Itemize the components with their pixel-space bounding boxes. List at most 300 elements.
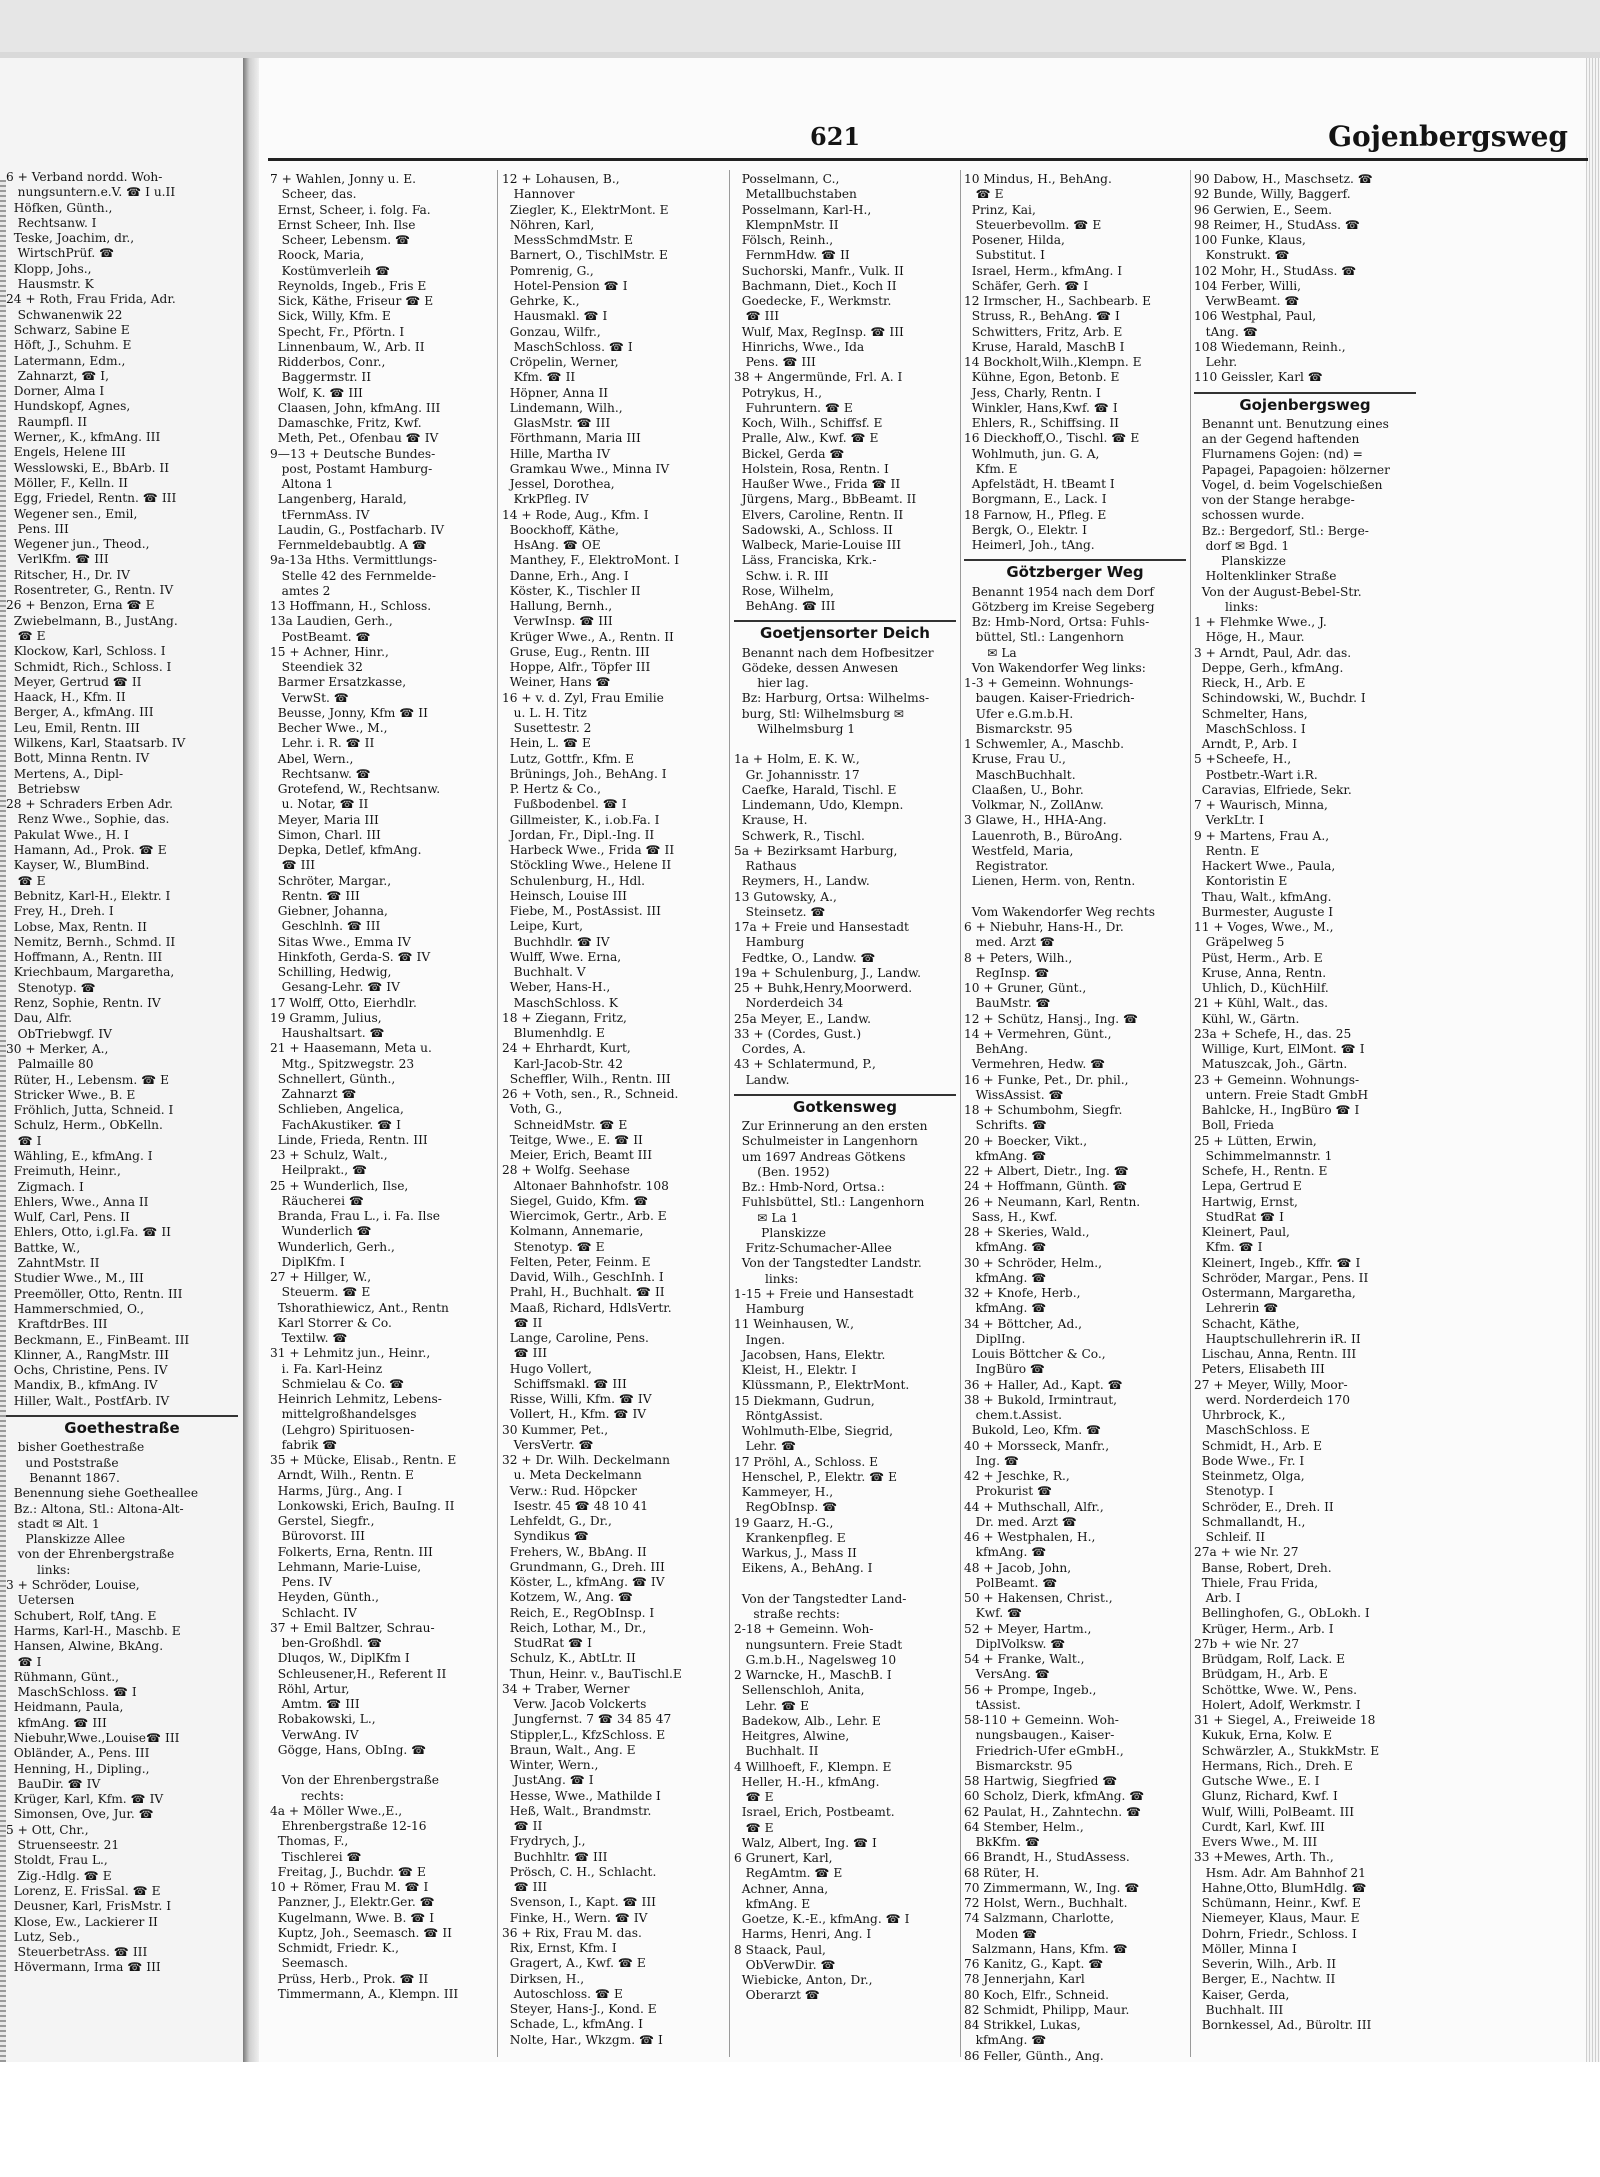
directory-entry-line: Ridderbos, Conr.,	[270, 355, 386, 369]
directory-entry-line: Risse, Willi, Kfm. ☎ IV	[502, 1392, 652, 1406]
directory-entry-line: 28 + Skeries, Wald.,	[964, 1225, 1090, 1239]
directory-entry-line: 78 Jennerjahn, Karl	[964, 1972, 1085, 1987]
directory-entry-line: Schümann, Heinr., Kwf. E	[1194, 1896, 1361, 1910]
directory-entry-line: 10 + Römer, Frau M. ☎ I	[270, 1880, 429, 1894]
directory-entry-line: Kruse, Frau U.,	[964, 752, 1066, 767]
directory-entry-line: Hesse, Wwe., Mathilde I	[502, 1788, 661, 1803]
directory-entry-line: 23 + Gemeinn. Wohnungs-	[1194, 1072, 1360, 1087]
directory-entry-line: Schmallandt, H.,	[1194, 1514, 1306, 1529]
directory-entry-line: Stöckling Wwe., Helene II	[502, 858, 672, 873]
directory-entry-line: 33 + (Cordes, Gust.)	[734, 1026, 862, 1041]
column-divider	[960, 170, 961, 2057]
directory-entry-line: Fritz-Schumacher-Allee	[734, 1241, 892, 1255]
directory-entry-line: 27a + wie Nr. 27	[1194, 1545, 1299, 1560]
directory-entry-line: Bode Wwe., Fr. I	[1194, 1453, 1305, 1468]
directory-entry-line: Hinkfoth, Gerda-S. ☎ IV	[270, 949, 431, 964]
directory-entry-line: 25 + Wunderlich, Ilse,	[270, 1178, 409, 1193]
directory-entry-line: Pralle, Alw., Kwf. ☎ E	[734, 431, 879, 446]
page-number: 621	[810, 122, 861, 151]
directory-entry-line: Brüdgam, Rolf, Lack. E	[1194, 1652, 1346, 1666]
directory-entry-line: Gillmeister, K., i.ob.Fa. I	[502, 812, 660, 827]
directory-entry-line: Wähling, E., kfmAng. I	[6, 1149, 153, 1163]
directory-entry-line: 92 Bunde, Willy, Baggerf.	[1194, 187, 1351, 202]
directory-entry-line: Schleif. II	[1194, 1530, 1266, 1544]
directory-entry-line: Heinsch, Louise III	[502, 888, 627, 903]
directory-entry-line: 35 + Mücke, Elisab., Rentn. E	[270, 1453, 457, 1467]
directory-entry-line: Pens. ☎ III	[734, 355, 816, 369]
directory-entry-line: SchneidMstr. ☎ E	[502, 1117, 628, 1132]
directory-entry-line: Kriechbaum, Margaretha,	[6, 965, 175, 980]
directory-entry-line: RöntgAssist.	[734, 1408, 823, 1423]
directory-entry-line: Prokurist ☎	[964, 1484, 1053, 1499]
directory-entry-line: Teitge, Wwe., E. ☎ II	[502, 1132, 643, 1147]
directory-entry-line: 16 Dieckhoff,O., Tischl. ☎ E	[964, 431, 1140, 446]
directory-column-4	[734, 172, 956, 2004]
directory-entry-line: DiplVolksw. ☎	[964, 1636, 1066, 1651]
directory-entry-line: 13a Laudien, Gerh.,	[270, 614, 393, 629]
directory-entry-line: Benannt 1954 nach dem Dorf	[964, 584, 1154, 599]
directory-entry-line	[734, 1577, 956, 1592]
directory-entry-line: Goedecke, F., Werkmstr.	[734, 294, 892, 308]
directory-entry-line: Schwitters, Fritz, Arb. E	[964, 324, 1123, 339]
directory-entry-line: Schw. i. R. III	[734, 568, 829, 583]
directory-entry-line: Linde, Frieda, Rentn. III	[270, 1132, 428, 1147]
directory-entry-line: 74 Salzmann, Charlotte,	[964, 1911, 1114, 1926]
directory-entry-line: 46 + Westphalen, H.,	[964, 1530, 1096, 1544]
directory-entry-line: Rühmann, Günt.,	[6, 1669, 119, 1684]
directory-entry-line: Reich, Lothar, M., Dr.,	[502, 1620, 647, 1635]
directory-entry-line: 22 + Albert, Dietr., Ing. ☎	[964, 1164, 1129, 1178]
directory-entry-line: kfmAng. ☎ III	[6, 1715, 107, 1730]
directory-entry-line: Leu, Emil, Rentn. III	[6, 720, 140, 735]
directory-entry-line: Isestr. 45 ☎ 48 10 41	[502, 1498, 648, 1513]
directory-entry-line: um 1697 Andreas Götkens	[734, 1149, 906, 1164]
header-rule	[268, 158, 1588, 161]
directory-entry-line: Matuszcak, Joh., Gärtn.	[1194, 1057, 1348, 1072]
directory-entry-line: 15 + Achner, Hinr.,	[270, 644, 389, 659]
directory-entry-line: Gr. Johannisstr. 17	[734, 767, 860, 782]
directory-entry-line: Giebner, Johanna,	[270, 904, 388, 918]
directory-entry-line: HsAng. ☎ OE	[502, 538, 601, 552]
directory-entry-line: Branda, Frau L., i. Fa. Ilse	[270, 1209, 440, 1223]
directory-entry-line: 27b + wie Nr. 27	[1194, 1636, 1300, 1651]
directory-entry-line: Schulz, K., AbtLtr. II	[502, 1651, 636, 1666]
directory-entry-line: Dr. med. Arzt ☎	[964, 1514, 1077, 1529]
directory-entry-line: Lonkowski, Erich, BauIng. II	[270, 1498, 455, 1513]
directory-entry-line: Bachmann, Diet., Koch II	[734, 278, 897, 293]
directory-entry-line: Bellinghofen, G., ObLokh. I	[1194, 1606, 1370, 1621]
directory-entry-line: Hausmakl. ☎ I	[502, 309, 608, 324]
directory-entry-line: ✉ La 1	[734, 1210, 799, 1225]
directory-entry-line: Salzmann, Hans, Kfm. ☎	[964, 1941, 1128, 1956]
directory-entry-line: 9—13 + Deutsche Bundes-	[270, 446, 436, 461]
directory-entry-line: Bz: Harburg, Ortsa: Wilhelms-	[734, 691, 930, 706]
directory-entry-line: Severin, Wilh., Arb. II	[1194, 1957, 1337, 1971]
directory-entry-line: Wiercimok, Gertr., Arb. E	[502, 1209, 667, 1223]
directory-entry-line: 14 + Rode, Aug., Kfm. I	[502, 507, 649, 522]
directory-entry-line: Reich, E., RegObInsp. I	[502, 1605, 655, 1620]
directory-entry-line: Schöttke, Wwe. W., Pens.	[1194, 1682, 1358, 1697]
directory-entry-line: ☎ III	[734, 309, 780, 324]
directory-entry-line: Walbeck, Marie-Louise III	[734, 538, 902, 552]
directory-entry-line: Gräpelweg 5	[1194, 935, 1285, 950]
directory-entry-line: Schubert, Rolf, tAng. E	[6, 1608, 157, 1623]
directory-entry-line: Latermann, Edm.,	[6, 353, 126, 368]
directory-entry-line: Hauptschullehrerin iR. II	[1194, 1331, 1361, 1346]
directory-entry-line: Klose, Ew., Lackierer II	[6, 1914, 158, 1929]
directory-entry-line: Verw.: Rud. Höpcker	[502, 1483, 637, 1498]
directory-entry-line: Hoffmann, A., Rentn. III	[6, 950, 163, 965]
directory-entry-line	[270, 1758, 492, 1773]
directory-entry-line: Thau, Walt., kfmAng.	[1194, 889, 1332, 904]
directory-entry-line: Winkler, Hans,Kwf. ☎ I	[964, 400, 1118, 415]
directory-entry-line: JustAng. ☎ I	[502, 1773, 594, 1788]
directory-entry-line: Volkmar, N., ZollAnw.	[964, 798, 1104, 812]
directory-entry-line: Dorner, Alma I	[6, 384, 105, 399]
directory-entry-line: MaschSchloss. E	[1194, 1423, 1310, 1438]
directory-entry-line: ☎ E	[6, 628, 46, 643]
directory-entry-line: Buchhalt. V	[502, 965, 586, 979]
directory-entry-line: Wilhelmsburg 1	[734, 721, 856, 736]
directory-entry-line: Steuerbevollm. ☎ E	[964, 217, 1102, 232]
directory-entry-line: Weiner, Hans ☎	[502, 675, 611, 690]
directory-entry-line: Reymers, H., Landw.	[734, 874, 870, 889]
directory-entry-line: Wiebicke, Anton, Dr.,	[734, 1973, 873, 1987]
directory-entry-line: Langenberg, Harald,	[270, 492, 407, 507]
directory-entry-line: 26 + Voth, sen., R., Schneid.	[502, 1087, 679, 1101]
directory-entry-line: 52 + Meyer, Hartm.,	[964, 1621, 1092, 1636]
directory-entry-line: kfmAng. ☎	[964, 1270, 1047, 1285]
directory-entry-line: Stenotyp. I	[1194, 1484, 1274, 1499]
directory-entry-line: Möller, Minna I	[1194, 1941, 1297, 1956]
directory-entry-line: Schmidt, Friedr. K.,	[270, 1941, 399, 1955]
directory-entry-line: ☎ II	[502, 1819, 543, 1833]
directory-entry-line: 25 + Lütten, Erwin,	[1194, 1133, 1317, 1148]
directory-entry-line: Claaßen, U., Bohr.	[964, 782, 1084, 797]
directory-entry-line: ZahntMstr. II	[6, 1256, 100, 1271]
directory-entry-line: ☎ E	[964, 187, 1004, 202]
directory-entry-line: Uetersen	[6, 1593, 75, 1608]
directory-entry-line: 58 Hartwig, Siegfried ☎	[964, 1774, 1118, 1788]
directory-entry-line: kfmAng. ☎	[964, 1148, 1047, 1163]
directory-entry-line: Gödeke, dessen Anwesen	[734, 660, 899, 675]
directory-entry-line: Prahl, H., Buchhalt. ☎ II	[502, 1285, 665, 1300]
directory-entry-line: Registrator.	[964, 859, 1049, 873]
directory-entry-line: Blumenhdlg. E	[502, 1026, 605, 1040]
directory-entry-line: Betriebsw	[6, 781, 81, 796]
directory-entry-line: Schmidt, H., Arb. E	[1194, 1438, 1322, 1453]
directory-entry-line: Rathaus	[734, 859, 797, 873]
directory-entry-line: 7 + Waurisch, Minna,	[1194, 798, 1328, 812]
directory-entry-line: Stelle 42 des Fernmelde-	[270, 568, 436, 583]
directory-entry-line: Bürovorst. III	[270, 1529, 365, 1544]
directory-entry-line: Klüssmann, P., ElektrMont.	[734, 1378, 910, 1393]
directory-entry-line: Kühl, W., Gärtn.	[1194, 1011, 1300, 1026]
directory-column-2	[270, 172, 492, 2002]
directory-entry-line: 60 Scholz, Dierk, kfmAng. ☎	[964, 1789, 1145, 1804]
directory-entry-line: Fuhruntern. ☎ E	[734, 400, 853, 415]
directory-entry-line: VerwSt. ☎	[270, 690, 349, 705]
directory-entry-line: Dluqos, W., DiplKfm I	[270, 1651, 410, 1666]
directory-entry-line: Kugelmann, Wwe. B. ☎ I	[270, 1910, 435, 1925]
directory-entry-line: 37 + Emil Baltzer, Schrau-	[270, 1620, 435, 1635]
directory-entry-line: 84 Strikkel, Lukas,	[964, 2018, 1081, 2032]
directory-entry-line: Bebnitz, Karl-H., Elektr. I	[6, 888, 171, 903]
directory-entry-line: Weber, Hans-H.,	[502, 980, 611, 995]
directory-entry-line: Kruse, Anna, Rentn.	[1194, 965, 1327, 980]
street-heading: Goetjensorter Deich	[734, 620, 956, 641]
directory-entry-line: Altona 1	[270, 477, 334, 491]
directory-entry-line: Henning, H., Dipling.,	[6, 1761, 150, 1776]
right-page-edge	[1586, 58, 1600, 2177]
directory-entry-line: 26 + Benzon, Erna ☎ E	[6, 598, 155, 613]
directory-entry-line: rechts:	[270, 1788, 344, 1803]
directory-entry-line: 30 Kummer, Pet.,	[502, 1422, 609, 1437]
directory-entry-line: von der Ehrenbergstraße	[6, 1547, 175, 1562]
directory-entry-line: Landw.	[734, 1072, 790, 1087]
directory-entry-line: 70 Zimmermann, W., Ing. ☎	[964, 1880, 1140, 1895]
directory-entry-line: Frydrych, J.,	[502, 1834, 586, 1849]
directory-entry-line: Frey, H., Dreh. I	[6, 904, 114, 919]
directory-entry-line: VerwBeamt. ☎	[1194, 294, 1300, 308]
directory-entry-line: Sitas Wwe., Emma IV	[270, 934, 411, 949]
directory-entry-line: Niemeyer, Klaus, Maur. E	[1194, 1911, 1360, 1926]
directory-entry-line: Buchhdlr. ☎ IV	[502, 934, 610, 949]
directory-entry-line: tAng. ☎	[1194, 324, 1258, 339]
directory-entry-line: Pens. III	[6, 521, 69, 536]
directory-entry-line: (Lehgro) Spirituosen-	[270, 1422, 415, 1437]
directory-entry-line: Wulf, Max, RegInsp. ☎ III	[734, 324, 904, 339]
directory-entry-line: Kleinert, Ingeb., Kffr. ☎ I	[1194, 1255, 1361, 1270]
directory-entry-line: Lauenroth, B., BüroAng.	[964, 828, 1123, 843]
directory-entry-line: Lehrerin ☎	[1194, 1301, 1279, 1316]
directory-entry-line: 19a + Schulenburg, J., Landw.	[734, 965, 922, 980]
directory-entry-line: Dohrn, Friedr., Schloss. I	[1194, 1926, 1357, 1941]
directory-entry-line: Kühne, Egon, Betonb. E	[964, 370, 1120, 385]
directory-entry-line: Räucherei ☎	[270, 1193, 365, 1208]
page-gutter	[243, 58, 259, 2177]
directory-entry-line: Jacobsen, Hans, Elektr.	[734, 1347, 886, 1362]
directory-entry-line: Kleist, H., Elektr. I	[734, 1363, 857, 1377]
directory-entry-line: Hermans, Rich., Dreh. E	[1194, 1758, 1353, 1773]
directory-entry-line: Hinrichs, Wwe., Ida	[734, 339, 865, 354]
directory-entry-line: BauMstr. ☎	[964, 996, 1051, 1011]
directory-entry-line: Holert, Adolf, Werkmstr. I	[1194, 1697, 1361, 1712]
directory-entry-line: Höft, J., Schuhm. E	[6, 338, 132, 353]
directory-entry-line: Willige, Kurt, ElMont. ☎ I	[1194, 1042, 1365, 1056]
directory-entry-line: Hamburg	[734, 1302, 805, 1316]
directory-column-1	[6, 170, 238, 1976]
directory-entry-line: Caefke, Harald, Tischl. E	[734, 782, 897, 797]
directory-entry-line: MaschBuchhalt.	[964, 767, 1076, 782]
directory-entry-line: Jürgens, Marg., BbBeamt. II	[734, 492, 917, 507]
directory-entry-line: 38 + Bukold, Irmintraut,	[964, 1392, 1117, 1407]
directory-entry-line: Baggermstr. II	[270, 370, 372, 385]
directory-entry-line: Grundmann, G., Dreh. III	[502, 1559, 665, 1574]
directory-entry-line: Battke, W.,	[6, 1240, 81, 1255]
directory-entry-line: Götzberg im Kreise Segeberg	[964, 599, 1155, 614]
directory-column-3	[502, 172, 724, 2048]
directory-entry-line: Posselmann, Karl-H.,	[734, 202, 872, 217]
directory-entry-line: 6 + Niebuhr, Hans-H., Dr.	[964, 920, 1124, 934]
directory-entry-line: Buchhalt. II	[734, 1744, 819, 1759]
directory-entry-line: 33 +Mewes, Arth. Th.,	[1194, 1850, 1334, 1865]
directory-entry-line: Jessel, Dorothea,	[502, 477, 615, 491]
directory-entry-line: 104 Ferber, Willi,	[1194, 278, 1301, 293]
directory-entry-line: Palmaille 80	[6, 1057, 94, 1072]
directory-entry-line: werd. Norderdeich 170	[1194, 1392, 1351, 1407]
directory-entry-line: Steinsetz. ☎	[734, 904, 826, 919]
directory-entry-line: ☎ II	[502, 1315, 543, 1330]
directory-entry-line: Höpner, Anna II	[502, 385, 609, 400]
directory-entry-line: Schulz, Herm., ObKelln.	[6, 1118, 163, 1133]
directory-entry-line: von der Stange herabge-	[1194, 493, 1355, 507]
directory-entry-line: Schwärzler, A., StukkMstr. E	[1194, 1743, 1380, 1758]
directory-entry-line: 13 Hoffmann, H., Schloss.	[270, 599, 432, 613]
directory-entry-line: 19 Gramm, Julius,	[270, 1010, 382, 1025]
directory-entry-line: Benennung siehe Goetheallee	[6, 1486, 199, 1501]
directory-entry-line: Jungfernst. 7 ☎ 34 85 47	[502, 1712, 672, 1727]
directory-entry-line: Banse, Robert, Dreh.	[1194, 1560, 1332, 1575]
directory-entry-line: Ochs, Christine, Pens. IV	[6, 1363, 168, 1378]
directory-entry-line: ☎ I	[6, 1133, 42, 1148]
directory-entry-line: Renz Wwe., Sophie, das.	[6, 812, 170, 827]
directory-entry-line: Ehlers, Wwe., Anna II	[6, 1194, 149, 1209]
directory-entry-line: Uhlich, D., KüchHilf.	[1194, 981, 1329, 995]
directory-entry-line: 12 + Lohausen, B.,	[502, 172, 620, 186]
directory-entry-line: Lutz, Seb.,	[6, 1929, 80, 1944]
directory-entry-line: 2 Warncke, H., MaschB. I	[734, 1668, 892, 1682]
directory-entry-line: Hundskopf, Agnes,	[6, 399, 131, 414]
directory-entry-line: med. Arzt ☎	[964, 935, 1055, 950]
directory-entry-line: Zahnarzt ☎	[270, 1087, 357, 1101]
directory-entry-line: ObTriebwgf. IV	[6, 1026, 112, 1041]
directory-entry-line: Damaschke, Fritz, Kwf.	[270, 416, 422, 430]
directory-entry-line: Klockow, Karl, Schloss. I	[6, 644, 166, 659]
directory-entry-line: Badekow, Alb., Lehr. E	[734, 1713, 881, 1728]
directory-entry-line: u. Notar, ☎ II	[270, 797, 369, 812]
directory-entry-line: Roock, Maria,	[270, 248, 365, 263]
directory-entry-line: Curdt, Karl, Kwf. III	[1194, 1819, 1325, 1834]
directory-entry-line: Leipe, Kurt,	[502, 919, 583, 934]
directory-entry-line: Prüss, Herb., Prok. ☎ II	[270, 1971, 429, 1986]
directory-entry-line: nungsuntern.e.V. ☎ I u.II	[6, 185, 176, 200]
directory-entry-line: 66 Brandt, H., StudAssess.	[964, 1850, 1130, 1865]
directory-entry-line: Pens. IV	[270, 1575, 332, 1589]
directory-entry-line: Papagei, Papagoien: hölzerner	[1194, 462, 1390, 477]
directory-entry-line: Walz, Albert, Ing. ☎ I	[734, 1835, 877, 1850]
directory-entry-line: 10 + Gruner, Günt.,	[964, 981, 1087, 995]
directory-entry-line: Braun, Walt., Ang. E	[502, 1742, 636, 1757]
directory-entry-line: Lehr. ☎ E	[734, 1698, 809, 1713]
directory-entry-line: Israel, Erich, Postbeamt.	[734, 1805, 895, 1820]
directory-entry-line: Kfm. ☎ I	[1194, 1240, 1263, 1255]
directory-entry-line: tFernmAss. IV	[270, 507, 370, 522]
directory-entry-line: Heinrich Lehmitz, Lebens-	[270, 1392, 442, 1406]
directory-entry-line: 86 Feller, Günth., Ang.	[964, 2048, 1104, 2063]
directory-entry-line: Thun, Heinr. v., BauTischl.E	[502, 1666, 682, 1681]
directory-entry-line: Heilprakt., ☎	[270, 1163, 368, 1178]
directory-entry-line: 27 + Hillger, W.,	[270, 1270, 372, 1284]
directory-entry-line: VerkLtr. I	[1194, 813, 1264, 828]
directory-entry-line: straße rechts:	[734, 1607, 840, 1621]
directory-entry-line: Louis Böttcher & Co.,	[964, 1347, 1106, 1361]
directory-entry-line: Danne, Erh., Ang. I	[502, 568, 629, 583]
directory-entry-line: Jess, Charly, Rentn. I	[964, 385, 1101, 400]
directory-entry-line: Wohlmuth, jun. G. A,	[964, 446, 1100, 461]
directory-entry-line: links:	[734, 1271, 799, 1286]
directory-entry-line: Dau, Alfr.	[6, 1011, 72, 1026]
directory-entry-line: Vom Wakendorfer Weg rechts	[964, 904, 1156, 919]
directory-entry-line: Meier, Erich, Beamt III	[502, 1148, 653, 1162]
directory-entry-line: 23 + Schulz, Walt.,	[270, 1148, 388, 1162]
directory-entry-line: RegObInsp. ☎	[734, 1500, 838, 1515]
directory-entry-line: post, Postamt Hamburg-	[270, 461, 433, 476]
directory-entry-line: 1-3 + Gemeinn. Wohnungs-	[964, 676, 1134, 690]
directory-entry-line: Wesslowski, E., BbArb. II	[6, 460, 170, 475]
directory-entry-line: KlempnMstr. II	[734, 217, 839, 232]
directory-entry-line: Wunderlich, Gerh.,	[270, 1239, 395, 1254]
directory-entry-line: 64 Stember, Helm.,	[964, 1819, 1084, 1834]
directory-entry-line: 7 + Wahlen, Jonny u. E.	[270, 172, 417, 186]
directory-entry-line: Haushaltsart. ☎	[270, 1026, 385, 1040]
directory-entry-line: Arndt, P., Arb. I	[1194, 737, 1298, 751]
directory-entry-line: Manthey, F., ElektroMont. I	[502, 553, 680, 568]
page-header	[270, 122, 1580, 162]
directory-entry-line: 13 Gutowsky, A.,	[734, 889, 837, 904]
directory-entry-line: nungsuntern. Freie Stadt	[734, 1637, 903, 1652]
directory-entry-line: 12 Irmscher, H., Sachbearb. E	[964, 294, 1152, 308]
directory-entry-line: Struenseestr. 21	[6, 1838, 120, 1853]
directory-entry-line: Kruse, Harald, MaschB I	[964, 339, 1125, 354]
directory-entry-line: Prinz, Kai,	[964, 202, 1036, 217]
directory-entry-line: 72 Holst, Wern., Buchhalt.	[964, 1896, 1128, 1910]
directory-entry-line: Nolte, Har., Wkzgm. ☎ I	[502, 2032, 663, 2047]
directory-entry-line: Bz.: Bergedorf, Stl.: Berge-	[1194, 523, 1369, 538]
directory-entry-line: Linnenbaum, W., Arb. II	[270, 339, 425, 354]
directory-entry-line: 50 + Hakensen, Christ.,	[964, 1591, 1113, 1605]
directory-entry-line: Von der Tangstedter Landstr.	[734, 1256, 922, 1271]
directory-entry-line: Tshorathiewicz, Ant., Rentn	[270, 1300, 449, 1315]
directory-entry-line: Rechtsanw. I	[6, 215, 97, 230]
directory-entry-line: 5a + Bezirksamt Harburg,	[734, 843, 898, 858]
directory-entry-line: Ernst Scheer, Inh. Ilse	[270, 217, 416, 232]
directory-entry-line: 56 + Prompe, Ingeb.,	[964, 1682, 1097, 1697]
directory-entry-line: David, Wilh., GeschInh. I	[502, 1270, 664, 1284]
directory-entry-line: BkKfm. ☎	[964, 1835, 1041, 1849]
directory-entry-line: Hiller, Walt., PostfArb. IV	[6, 1393, 170, 1408]
directory-entry-line: Meth, Pet., Ofenbau ☎ IV	[270, 431, 439, 446]
directory-entry-line: 14 Bockholt,Wilh.,Klempn. E	[964, 355, 1142, 369]
directory-entry-line: 26 + Neumann, Karl, Rentn.	[964, 1194, 1141, 1209]
directory-entry-line: Beckmann, E., FinBeamt. III	[6, 1332, 190, 1347]
directory-entry-line: Benannt unt. Benutzung eines	[1194, 416, 1389, 431]
directory-entry-line: ☎ E	[6, 873, 46, 888]
directory-entry-line: Arb. I	[1194, 1591, 1241, 1605]
directory-entry-line: Schröder, Margar., Pens. II	[1194, 1270, 1369, 1285]
directory-entry-line: IngBüro ☎	[964, 1362, 1046, 1377]
directory-entry-line: Engels, Helene III	[6, 445, 126, 460]
directory-entry-line: Planskizze Allee	[6, 1532, 126, 1547]
directory-entry-line: Von der Tangstedter Land-	[734, 1591, 907, 1606]
directory-entry-line: Werner,, K., kfmAng. III	[6, 430, 161, 445]
directory-entry-line: 5 + Ott, Chr.,	[6, 1822, 89, 1837]
directory-entry-line: Arndt, Wilh., Rentn. E	[270, 1468, 414, 1483]
directory-entry-line: Rüter, H., Lebensm. ☎ E	[6, 1072, 170, 1087]
directory-entry-line: Heitgres, Alwine,	[734, 1729, 850, 1743]
directory-entry-line: PolBeamt. ☎	[964, 1575, 1058, 1590]
directory-entry-line: Substitut. I	[964, 248, 1045, 263]
